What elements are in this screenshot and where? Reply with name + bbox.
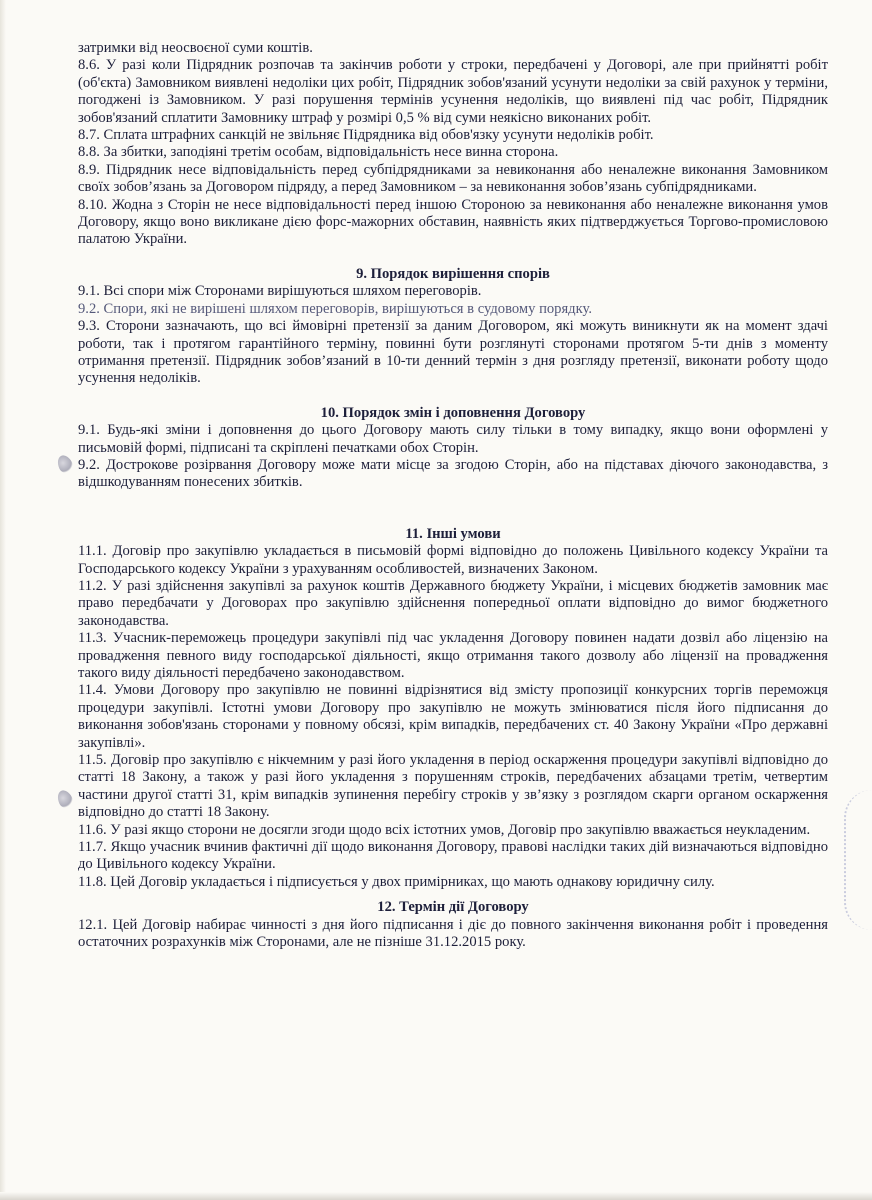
- paragraph-9-1: 9.1. Всі спори між Сторонами вирішуються шляхом переговорів.: [78, 283, 482, 300]
- paragraph-9-3: 9.3. Сторони зазначають, що всі ймовірні претензії за даним Договором, які можуть виникнути як на момент здачі роботи, так і протягом гарантійного терміну, повинні бути розглянуті сторонами протягом 5-ти днів з моменту отримання претензії. Підрядник зобов’язаний в 10-ти денний термін з дня розгляду претензії, виконати роботу щодо усунення недоліків.: [78, 318, 828, 387]
- paragraph-11-1: 11.1. Договір про закупівлю укладається в письмовій формі відповідно до положень Цивільного кодексу України та Господарського кодексу України з урахуванням особливостей, визначених Законом.: [78, 543, 828, 577]
- hole-punch-mark: [55, 453, 75, 475]
- section-heading-9: 9. Порядок вирішення спорів: [356, 265, 550, 282]
- stamp-edge-mark: [844, 790, 872, 930]
- section-heading-12: 12. Термін дії Договору: [377, 899, 529, 916]
- paragraph-9-2: 9.2. Спори, які не вирішені шляхом переговорів, вирішуються в судовому порядку.: [78, 300, 592, 317]
- paragraph-11-4: 11.4. Умови Договору про закупівлю не повинні відрізнятися від змісту пропозиції конкурсних торгів переможця процедури закупівлі. Істотні умови Договору про закупівлю не можуть змінюватися після його підписання до виконання зобов'язань сторонами у повному обсязі, крім випадків, передбачених ст. 40 Закону України «Про державні закупівлі».: [78, 682, 828, 751]
- paragraph-12-1: 12.1. Цей Договір набирає чинності з дня його підписання і діє до повного закінчення виконання робіт і проведення остаточних розрахунків між Сторонами, але не пізніше 31.12.2015 року.: [78, 916, 828, 951]
- paragraph-11-8: 11.8. Цей Договір укладається і підписується у двох примірниках, що мають однакову юридичну силу.: [78, 873, 715, 890]
- hole-punch-mark: [55, 788, 75, 810]
- section-heading-10: 10. Порядок змін і доповнення Договору: [320, 404, 586, 421]
- paragraph-10-2: 9.2. Дострокове розірвання Договору може мати місце за згодою Сторін, або на підставах діючого законодавства, з відшкодуванням понесених збитків.: [78, 456, 828, 491]
- paragraph-11-6: 11.6. У разі якщо сторони не досягли згоди щодо всіх істотних умов, Договір про закупівлю вважається неукладеним.: [78, 821, 811, 838]
- scan-left-edge: [0, 0, 6, 1200]
- paragraph-8-8: 8.8. За збитки, заподіяні третім особам, відповідальність несе винна сторона.: [78, 144, 559, 161]
- document-page: [78, 40, 828, 952]
- paragraph-11-5: 11.5. Договір про закупівлю є нікчемним у разі його укладення в період оскарження процедури закупівлі відповідно до статті 18 Закону, а також у разі його укладення з порушенням строків, передбачених абзацами третім, четвертим частини другої статті 31, крім випадків зупинення перебігу строків у зв’язку з розглядом скарги органом оскарження відповідно до статті 18 Закону.: [78, 752, 828, 821]
- paragraph: затримки від неосвоєної суми коштів.: [78, 40, 313, 56]
- paragraph-8-10: 8.10. Жодна з Сторін не несе відповідальності перед іншою Стороною за невиконання або неналежне виконання умов Договору, якщо воно викликане дією форс-мажорних обставин, наявність яких підтверджується Торгово-промисловою палатою України.: [78, 196, 828, 248]
- paragraph-11-7: 11.7. Якщо учасник вчинив фактичні дії щодо виконання Договору, правові наслідки таких дій визначаються відповідно до Цивільного кодексу України.: [78, 839, 828, 873]
- paragraph-11-2: 11.2. У разі здійснення закупівлі за рахунок коштів Державного бюджету України, і місцевих бюджетів замовник має право передбачати у Договорах про закупівлю здійснення попередньої оплати відповідно до вимог бюджетного законодавства.: [78, 577, 828, 629]
- paragraph-10-1: 9.1. Будь-які зміни і доповнення до цього Договору мають силу тільки в тому випадку, якщо вони оформлені у письмовій формі, підписані та скріплені печатками обох Сторін.: [78, 422, 828, 456]
- paragraph-8-6: 8.6. У разі коли Підрядник розпочав та закінчив роботи у строки, передбачені у Договорі, але при прийнятті робіт (об'єкта) Замовником виявлені недоліки цих робіт, Підрядник зобов'язаний усунути недоліки за свій рахунок у терміни, погоджені із Замовником. У разі порушення термінів усунення недоліків, що виявлені під час робіт, Підрядник зобов'язаний сплатити Замовнику штраф у розмірі 0,5 % від суми неякісно виконаних робіт.: [78, 57, 828, 126]
- section-heading-11: 11. Інші умови: [405, 525, 501, 542]
- paragraph-8-9: 8.9. Підрядник несе відповідальність перед субпідрядниками за невиконання або неналежне виконання Замовником своїх зобов’язань за Договором підряду, а перед Замовником – за невиконання зобов’язань субпідрядниками.: [78, 161, 828, 196]
- scan-bottom-edge: [0, 1192, 872, 1200]
- paragraph-11-3: 11.3. Учасник-переможець процедури закупівлі під час укладення Договору повинен надати дозвіл або ліцензію на провадження певного виду господарської діяльності, якщо отримання такого дозволу або ліцензії на провадження такого виду діяльності передбачено законодавством.: [78, 630, 828, 681]
- paragraph-8-7: 8.7. Сплата штрафних санкцій не звільняє Підрядника від обов'язку усунути недоліків робіт.: [78, 127, 654, 144]
